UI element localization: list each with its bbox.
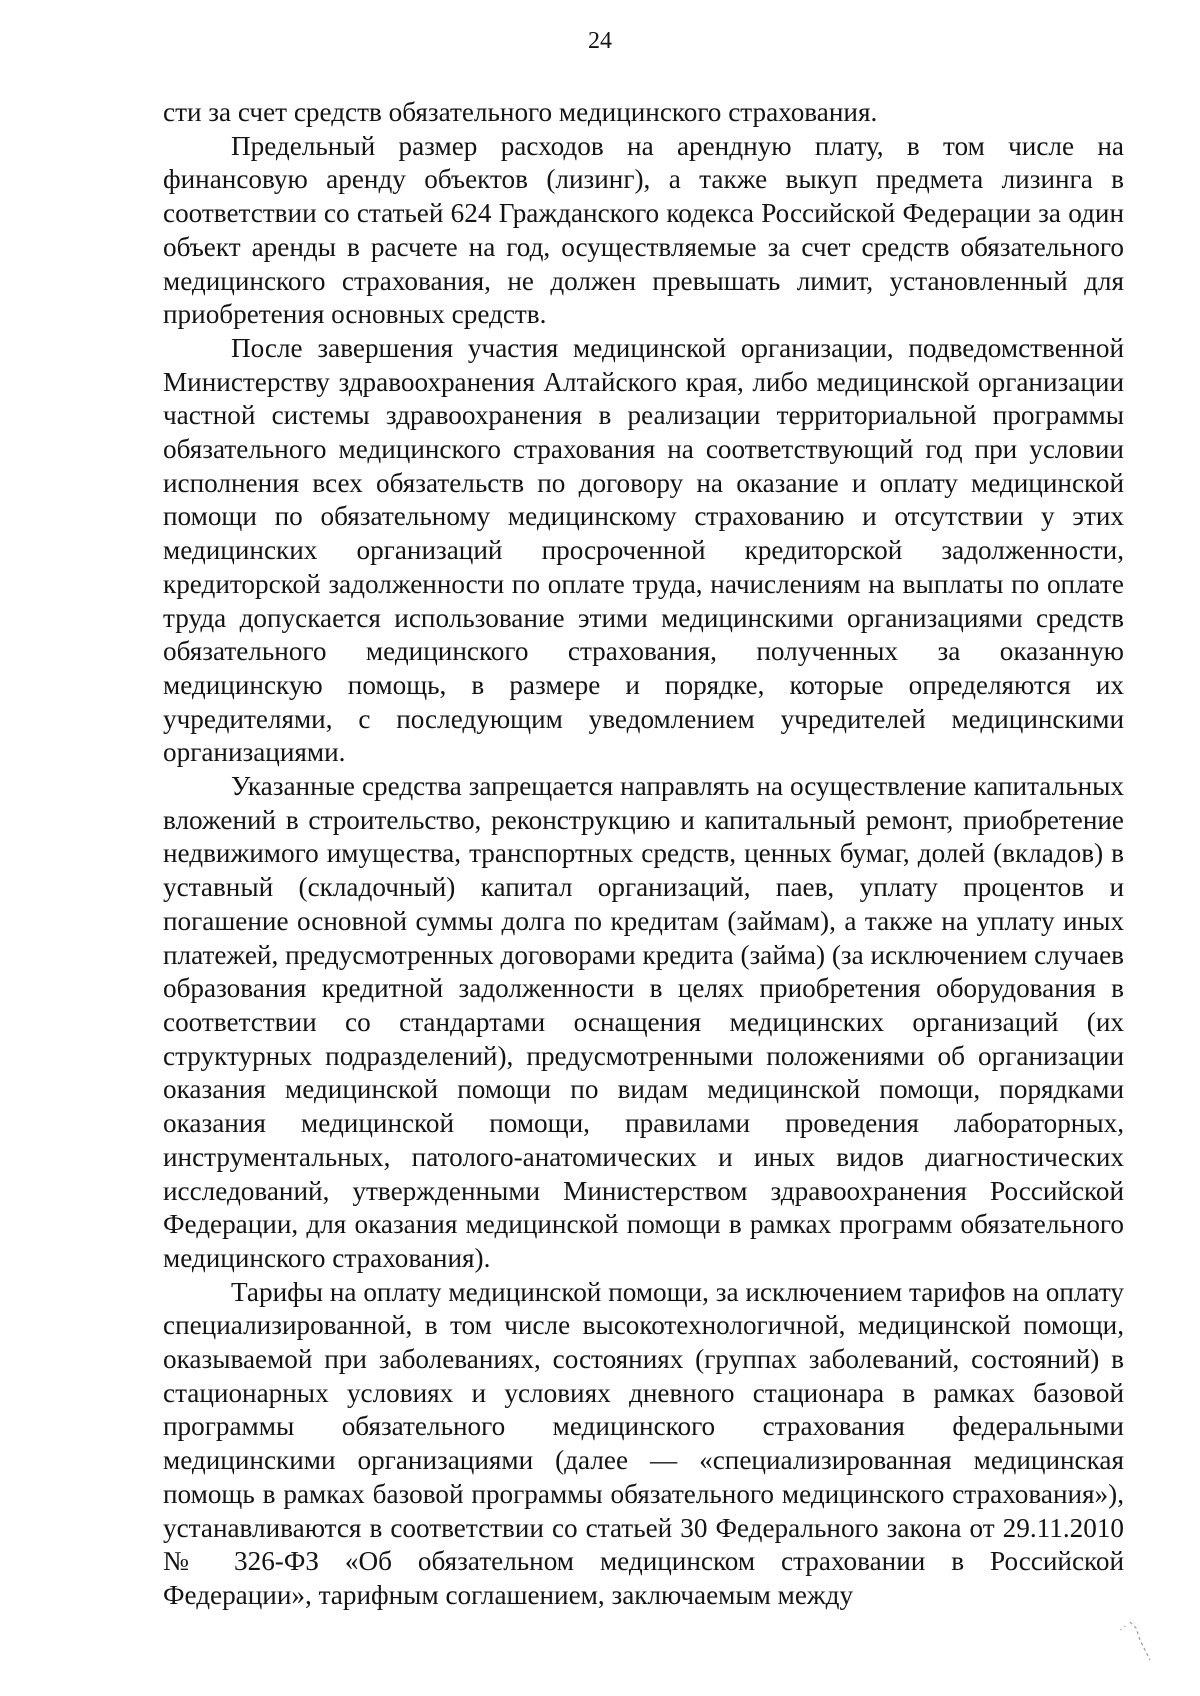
scan-mark [1100, 1616, 1160, 1666]
paragraph-continuation: сти за счет средств обязательного медицинского страхования. [163, 97, 878, 127]
page-number: 24 [588, 28, 612, 54]
paragraph-tariffs: Тарифы на оплату медицинской помощи, за исключением тарифов на оплату специализированной, в том числе высокотехнологичной, медицинской помощи, оказываемой при заболеваниях, состояниях (группах заболеваний, состояний) в стационарных условиях и условиях дневного стационара в рамках базовой программы обязательного медицинского страхования федеральными медицинскими организациями (далее — «специализированная медицинская помощь в рамках базовой программы обязательного медицинского страхования»), устанавливаются в соответствии со статьей 30 Федерального закона от 29.11.2010 № 326-ФЗ «Об обязательном медицинском страховании в Российской Федерации», тарифным соглашением, заключаемым между [163, 1276, 1124, 1610]
paragraph-funds-use: После завершения участия медицинской организации, подведомственной Министерству здравоохранения Алтайского края, либо медицинской организации частной системы здравоохранения в реализации территориальной программы обязательного медицинского страхования на соответствующий год при условии исполнения всех обязательств по договору на оказание и оплату медицинской помощи по обязательному медицинскому страхованию и отсутствии у этих медицинских организаций просроченной кредиторской задолженности, кредиторской задолженности по оплате труда, начислениям на выплаты по оплате труда допускается использование этими медицинскими организациями средств обязательного медицинского страхования, полученных за оказанную медицинскую помощь, в размере и порядке, которые определяются их учредителями, с последующим уведомлением учредителей медицинскими организациями. [163, 332, 1124, 768]
paragraph-funds-restrictions: Указанные средства запрещается направлять на осуществление капитальных вложений в строительство, реконструкцию и капитальный ремонт, приобретение недвижимого имущества, транспортных средств, ценных бумаг, долей (вкладов) в уставный (складочный) капитал организаций, паев, уплату процентов и погашение основной суммы долга по кредитам (займам), а также на уплату иных платежей, предусмотренных договорами кредита (займа) (за исключением случаев образования кредитной задолженности в целях приобретения оборудования в соответствии со стандартами оснащения медицинских организаций (их структурных подразделений), предусмотренными положениями об организации оказания медицинской помощи по видам медицинской помощи, порядками оказания медицинской помощи, правилами проведения лабораторных, инструментальных, патолого-анатомических и иных видов диагностических исследований, утвержденными Министерством здравоохранения Российской Федерации, для оказания медицинской помощи в рамках программ обязательного медицинского страхования). [163, 771, 1124, 1273]
paragraph-lease-limit: Предельный размер расходов на арендную плату, в том числе на финансовую аренду объектов (лизинг), а также выкуп предмета лизинга в соответствии со статьей 624 Гражданского кодекса Российской Федерации за один объект аренды в расчете на год, осуществляемые за счет средств обязательного медицинского страхования, не должен превышать лимит, установленный для приобретения основных средств. [163, 130, 1124, 330]
body-text [163, 96, 1124, 1613]
